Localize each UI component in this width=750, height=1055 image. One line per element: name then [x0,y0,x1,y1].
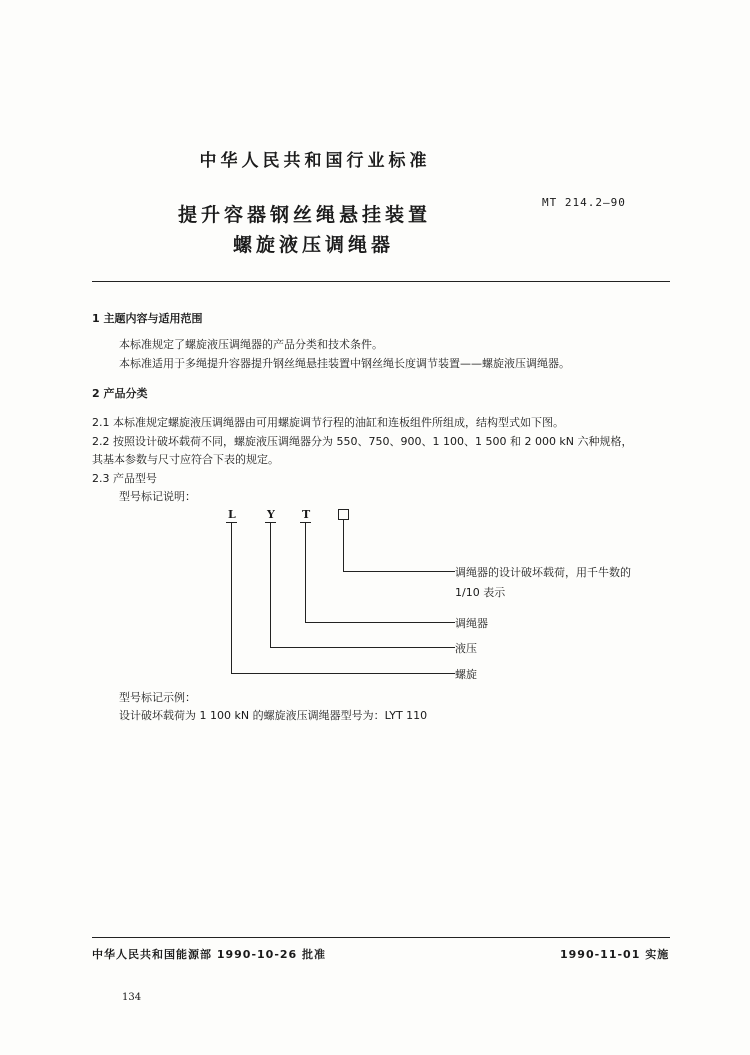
implementation-date: 1990-11-01 实施 [560,948,670,961]
section2-item3: 2.3 产品型号 [92,472,157,485]
diagram-hline-l [231,673,455,674]
approval-date: 中华人民共和国能源部 1990-10-26 批准 [92,948,327,961]
diagram-leader-box [343,520,344,572]
section2-heading: 2 产品分类 [92,387,148,400]
diagram-label-load-line1: 调绳器的设计破坏载荷，用千牛数的 [455,566,631,579]
diagram-hline-t [305,622,455,623]
diagram-leader-l [231,522,232,674]
document-title-line1: 提升容器钢丝绳悬挂装置 [178,204,432,226]
section2-item2-line2: 其基本参数与尺寸应符合下表的规定。 [92,453,279,466]
diagram-letter-t: T [302,508,311,521]
model-note: 型号标记说明： [119,490,196,503]
footer-divider [92,937,670,938]
diagram-label-screw: 螺旋 [455,668,477,681]
example-text: 设计破坏载荷为 1 100 kN 的螺旋液压调绳器型号为：LYT 110 [119,709,428,722]
document-title-line2: 螺旋液压调绳器 [233,234,395,256]
section2-item1: 2.1 本标准规定螺旋液压调绳器由可用螺旋调节行程的油缸和连板组件所组成，结构型式如下图。 [92,416,564,429]
example-label: 型号标记示例： [119,691,196,704]
page-number: 134 [122,992,142,1003]
diagram-leader-y [270,522,271,648]
diagram-label-rope-adjuster: 调绳器 [455,617,488,630]
diagram-letter-l: L [228,508,236,521]
section1-para2: 本标准适用于多绳提升容器提升钢丝绳悬挂装置中钢丝绳长度调节装置——螺旋液压调绳器。 [119,357,570,370]
standard-number: MT 214.2—90 [542,196,626,209]
diagram-hline-y [270,647,455,648]
diagram-label-load-line2: 1/10 表示 [455,586,506,599]
section2-item2-line1: 2.2 按照设计破坏载荷不同，螺旋液压调绳器分为 550、750、900、1 100、1 500 和 2 000 kN 六种规格， [92,435,633,448]
diagram-leader-t [305,522,306,623]
header-divider [92,281,670,282]
standard-organization: 中华人民共和国行业标准 [199,151,431,171]
section1-heading: 1 主题内容与适用范围 [92,312,203,325]
diagram-hline-box [343,571,455,572]
diagram-letter-y: Y [267,508,275,521]
section1-para1: 本标准规定了螺旋液压调绳器的产品分类和技术条件。 [119,338,383,351]
diagram-label-hydraulic: 液压 [455,642,477,655]
diagram-placeholder-box [338,509,349,520]
